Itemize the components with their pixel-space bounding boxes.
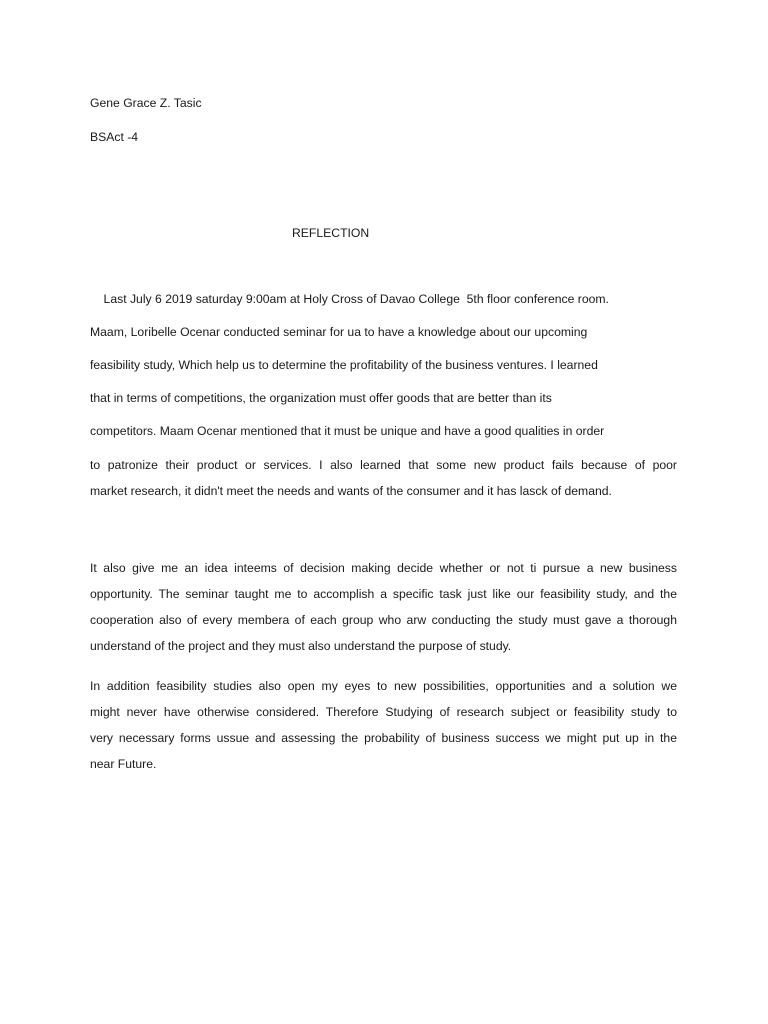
paragraph-2-line: cooperation also of every membera of each group who arw conducting the study must gave a thorough: [90, 613, 677, 627]
paragraph-3-line: very necessary forms ussue and assessing the probability of business success we might put up in the: [90, 731, 677, 745]
paragraph-1-line: Last July 6 2019 saturday 9:00am at Holy Cross of Davao College 5th floor conference room.: [90, 292, 609, 306]
paragraph-1-line: feasibility study, Which help us to determine the profitability of the business ventures. I learned: [90, 358, 598, 372]
paragraph-1-line: market research, it didn't meet the needs and wants of the consumer and it has lasck of demand.: [90, 484, 612, 498]
course-label: BSAct -4: [90, 130, 139, 144]
paragraph-1-line: that in terms of competitions, the organization must offer goods that are better than its: [90, 391, 552, 405]
paragraph-2-line: understand of the project and they must also understand the purpose of study.: [90, 639, 512, 653]
paragraph-1-line: to patronize their product or services. I also learned that some new product fails because of poor: [90, 458, 677, 472]
paragraph-1-line: Maam, Loribelle Ocenar conducted seminar for ua to have a knowledge about our upcoming: [90, 325, 588, 339]
paragraph-3-line: might never have otherwise considered. Therefore Studying of research subject or feasibility study to: [90, 705, 677, 719]
paragraph-3-line: near Future.: [90, 757, 157, 771]
document-title: REFLECTION: [292, 226, 370, 240]
paragraph-3-line: In addition feasibility studies also open my eyes to new possibilities, opportunities and a solution we: [90, 679, 677, 693]
paragraph-1-line: competitors. Maam Ocenar mentioned that it must be unique and have a good qualities in order: [90, 424, 605, 438]
author-name: Gene Grace Z. Tasic: [90, 96, 202, 110]
paragraph-2-line: It also give me an idea inteems of decision making decide whether or not ti pursue a new business: [90, 561, 677, 575]
paragraph-2-line: opportunity. The seminar taught me to accomplish a specific task just like our feasibility study, and the: [90, 587, 677, 601]
